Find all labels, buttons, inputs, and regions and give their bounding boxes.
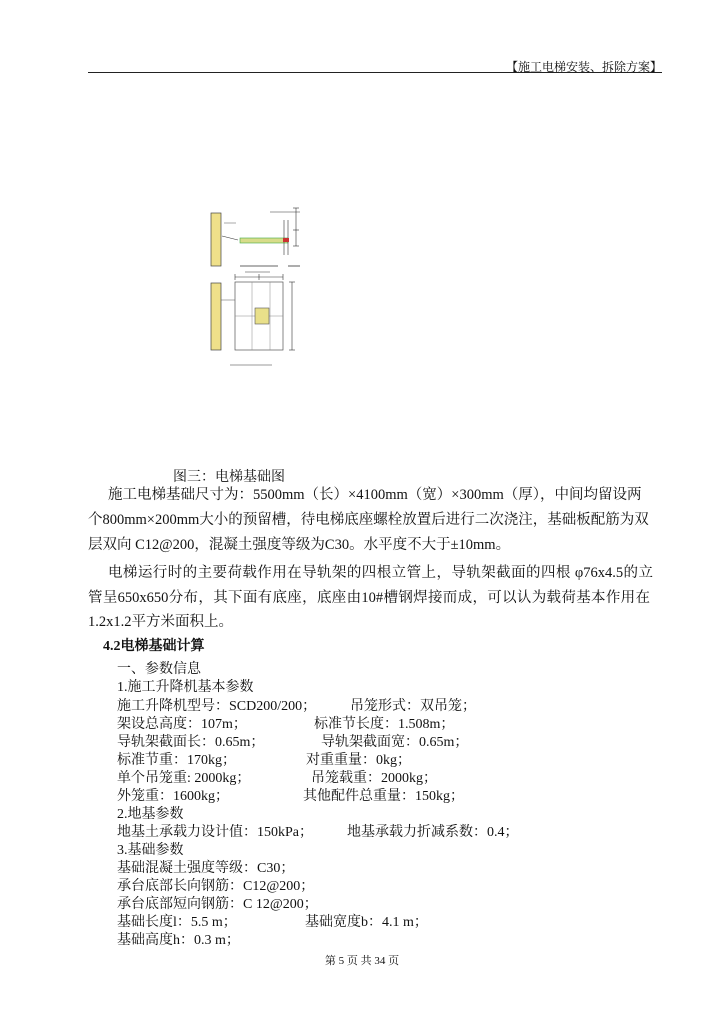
param-item: 地基承载力折减系数：0.4；	[347, 825, 519, 840]
foundation-drawing	[200, 200, 320, 375]
leader-line	[222, 236, 238, 240]
param-item: 承台底部长向钢筋：C12@200；	[117, 879, 315, 894]
mast-section-bottom	[211, 283, 221, 350]
param-item: 其他配件总重量：150kg；	[303, 789, 464, 804]
param-item: 标准节重：170kg；	[117, 753, 236, 768]
param-item: 施工升降机型号：SCD200/200；	[117, 699, 317, 714]
param-item: 吊笼形式：双吊笼；	[350, 699, 476, 714]
param-group-title: 2.地基参数	[117, 807, 184, 822]
param-item: 标准节长度：1.508m；	[314, 717, 455, 732]
param-item: 导轨架截面长：0.65m；	[117, 735, 265, 750]
param-item: 外笼重：1600kg；	[117, 789, 229, 804]
section-heading: 4.2电梯基础计算	[103, 639, 205, 654]
param-item: 吊笼载重：2000kg；	[311, 771, 437, 786]
param-item: 单个吊笼重: 2000kg；	[117, 771, 251, 786]
subsection-title: 一、参数信息	[117, 662, 201, 677]
paragraph-line: 电梯运行时的主要荷载作用在导轨架的四根立管上，导轨架截面的四根 φ76x4.5的立	[108, 565, 653, 581]
header-title: 【施工电梯安装、拆除方案】	[505, 60, 662, 74]
header-rule	[88, 72, 662, 73]
paragraph-line: 层双向 C12@200，混凝土强度等级为C30。水平度不大于±10mm。	[88, 537, 511, 553]
foundation-slab	[240, 238, 288, 243]
param-item: 架设总高度：107m；	[117, 717, 247, 732]
figure-caption: 图三：电梯基础图	[173, 470, 285, 485]
param-item: 基础长度l：5.5 m；	[117, 915, 237, 930]
bolt-marker	[283, 238, 289, 242]
paragraph-line: 个800mm×200mm大小的预留槽，待电梯底座螺栓放置后进行二次浇注，基础板配筋为双	[88, 512, 649, 528]
param-item: 地基土承载力设计值：150kPa；	[117, 825, 313, 840]
param-group-title: 3.基础参数	[117, 843, 184, 858]
paragraph-line: 1.2x1.2平方米面积上。	[88, 614, 233, 630]
param-item: 导轨架截面宽：0.65m；	[321, 735, 469, 750]
param-item: 对重重量：0kg；	[306, 753, 411, 768]
paragraph-line: 管呈650x650分布，其下面有底座，底座由10#槽钢焊接而成，可以认为载荷基本作用在	[88, 590, 650, 606]
page-number: 第 5 页 共 34 页	[324, 955, 400, 967]
base-frame	[255, 308, 269, 324]
param-item: 基础混凝土强度等级：C30；	[117, 861, 295, 876]
param-item: 承台底部短向钢筋：C 12@200；	[117, 897, 318, 912]
param-item: 基础高度h：0.3 m；	[117, 933, 240, 948]
mast-section-top	[211, 213, 221, 266]
param-group-title: 1.施工升降机基本参数	[117, 680, 254, 695]
paragraph-line: 施工电梯基础尺寸为：5500mm（长）×4100mm（宽）×300mm（厚），中间均留设两	[108, 487, 642, 503]
param-item: 基础宽度b：4.1 m；	[305, 915, 428, 930]
